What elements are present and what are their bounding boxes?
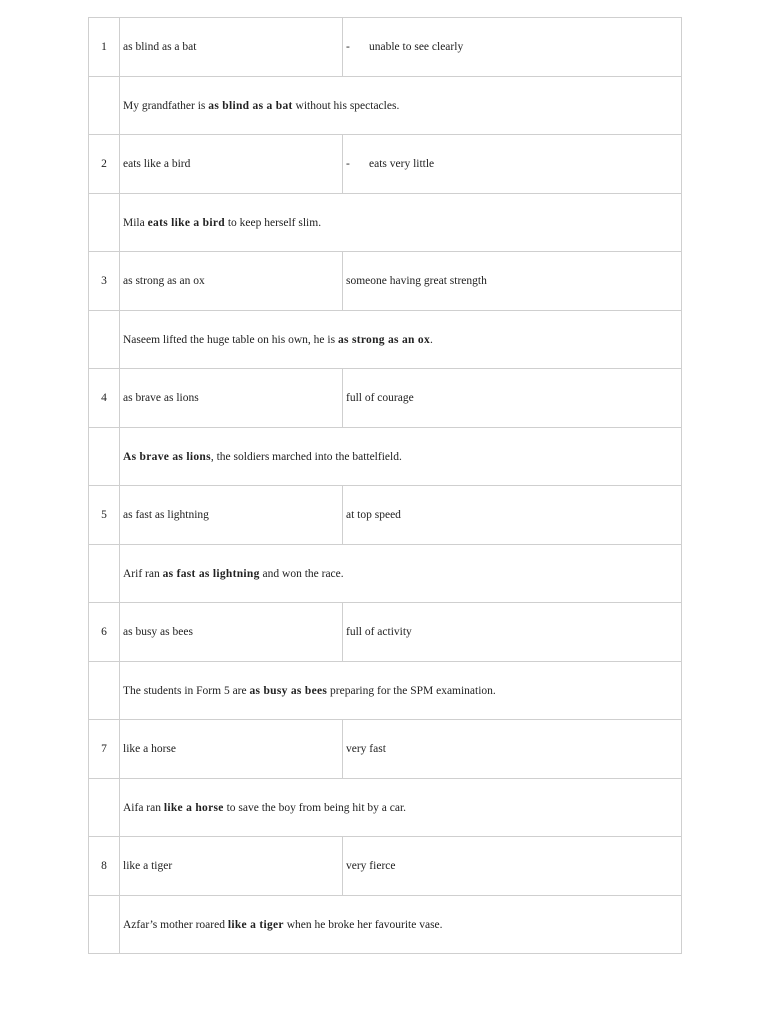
table-row [89,720,682,779]
simile-meaning: at top speed [343,486,682,545]
row-number: 7 [89,720,120,779]
row-number: 3 [89,252,120,311]
dash-marker: - [346,158,350,170]
example-sentence: As brave as lions, the soldiers marched into the battelfield. [120,428,682,486]
table-row [89,545,682,603]
example-sentence: Aifa ran like a horse to save the boy from being hit by a car. [120,779,682,837]
empty-cell [89,779,120,837]
table-row [89,18,682,77]
row-number: 4 [89,369,120,428]
table-row [89,252,682,311]
simile-meaning: very fast [343,720,682,779]
simile-phrase: as brave as lions [120,369,343,428]
example-sentence: Naseem lifted the huge table on his own, he is as strong as an ox. [120,311,682,369]
row-number: 1 [89,18,120,77]
simile-phrase: eats like a bird [120,135,343,194]
table-row [89,837,682,896]
table-row [89,896,682,954]
simile-phrase: like a tiger [120,837,343,896]
empty-cell [89,662,120,720]
table-row [89,135,682,194]
empty-cell [89,311,120,369]
row-number: 5 [89,486,120,545]
simile-phrase: as fast as lightning [120,486,343,545]
simile-phrase: like a horse [120,720,343,779]
simile-phrase: as strong as an ox [120,252,343,311]
example-sentence: My grandfather is as blind as a bat without his spectacles. [120,77,682,135]
simile-phrase: as blind as a bat [120,18,343,77]
table-row [89,369,682,428]
simile-meaning: someone having great strength [343,252,682,311]
table-row [89,77,682,135]
table-row [89,779,682,837]
empty-cell [89,545,120,603]
example-sentence: Arif ran as fast as lightning and won the race. [120,545,682,603]
simile-table [88,17,682,954]
example-sentence: Azfar’s mother roared like a tiger when he broke her favourite vase. [120,896,682,954]
table-row [89,428,682,486]
row-number: 2 [89,135,120,194]
empty-cell [89,428,120,486]
simile-meaning: - unable to see clearly [343,18,682,77]
simile-phrase: as busy as bees [120,603,343,662]
simile-meaning: full of activity [343,603,682,662]
simile-meaning: - eats very little [343,135,682,194]
empty-cell [89,194,120,252]
simile-meaning: very fierce [343,837,682,896]
row-number: 8 [89,837,120,896]
dash-marker: - [346,41,350,53]
table-row [89,194,682,252]
table-row [89,311,682,369]
row-number: 6 [89,603,120,662]
example-sentence: Mila eats like a bird to keep herself slim. [120,194,682,252]
table-row [89,603,682,662]
empty-cell [89,77,120,135]
simile-meaning: full of courage [343,369,682,428]
example-sentence: The students in Form 5 are as busy as bees preparing for the SPM examination. [120,662,682,720]
table-row [89,662,682,720]
empty-cell [89,896,120,954]
table-row [89,486,682,545]
